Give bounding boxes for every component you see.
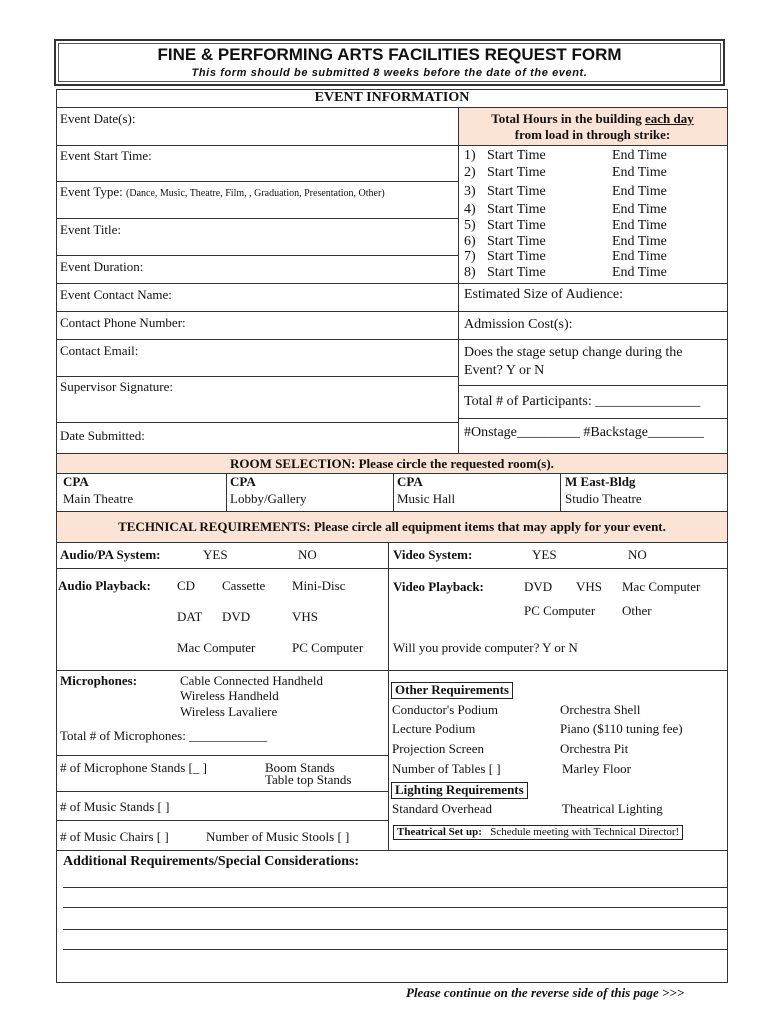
projection-screen[interactable]: Projection Screen — [392, 741, 485, 756]
room-building: M East-Bldg — [565, 474, 636, 489]
time-slot-end[interactable]: End Time — [612, 249, 667, 264]
audio-pc-computer[interactable]: PC Computer — [292, 640, 364, 655]
room-option[interactable]: Lobby/Gallery — [230, 491, 307, 506]
video-system-no[interactable]: NO — [628, 547, 647, 562]
marley-floor[interactable]: Marley Floor — [562, 761, 631, 776]
standard-overhead[interactable]: Standard Overhead — [392, 801, 492, 816]
orchestra-pit[interactable]: Orchestra Pit — [560, 741, 629, 756]
form-title: FINE & PERFORMING ARTS FACILITIES REQUEST FORM — [157, 45, 622, 64]
event-contact-name-label: Event Contact Name: — [60, 287, 172, 302]
audio-cassette[interactable]: Cassette — [222, 578, 266, 593]
conductors-podium[interactable]: Conductor's Podium — [392, 702, 498, 717]
room-option[interactable]: Studio Theatre — [565, 491, 642, 506]
mic-stands-label: # of Microphone Stands [_ ] — [60, 760, 207, 775]
audio-pa-label: Audio/PA System: — [60, 547, 161, 562]
audio-minidisc[interactable]: Mini-Disc — [292, 578, 346, 593]
room-selection-heading: ROOM SELECTION: Please circle the requested room(s). — [230, 456, 554, 471]
additional-line-3[interactable] — [63, 929, 727, 930]
time-slot-end[interactable]: End Time — [612, 184, 667, 199]
orchestra-shell[interactable]: Orchestra Shell — [560, 702, 641, 717]
time-slot-number: 7) — [464, 249, 476, 264]
total-participants-label: Total # of Participants: _______________ — [464, 394, 701, 409]
time-slot-end[interactable]: End Time — [612, 265, 667, 280]
time-slot-end[interactable]: End Time — [612, 234, 667, 249]
theatrical-setup-box — [393, 825, 683, 840]
theatrical-lighting[interactable]: Theatrical Lighting — [562, 801, 663, 816]
audio-playback-label: Audio Playback: — [58, 578, 151, 593]
additional-line-2[interactable] — [63, 907, 727, 908]
time-slot-start[interactable]: Start Time — [487, 234, 546, 249]
time-slot-end[interactable]: End Time — [612, 218, 667, 233]
room-option[interactable]: Main Theatre — [63, 491, 134, 506]
supervisor-signature-label: Supervisor Signature: — [60, 379, 174, 394]
mic-wireless-handheld[interactable]: Wireless Handheld — [180, 688, 279, 703]
room-building: CPA — [397, 474, 423, 489]
room-option[interactable]: Music Hall — [397, 491, 456, 506]
event-type-options: (Dance, Music, Theatre, Film, , Graduation, Presentation, Other) — [126, 188, 385, 199]
event-duration-label: Event Duration: — [60, 259, 144, 274]
music-stools-label: Number of Music Stools [ ] — [206, 829, 350, 844]
additional-requirements-heading: Additional Requirements/Special Considerations: — [63, 854, 360, 869]
time-slot-number: 2) — [464, 165, 476, 180]
video-vhs[interactable]: VHS — [576, 579, 603, 594]
onstage-backstage-label: #Onstage_________ #Backstage________ — [464, 425, 704, 440]
video-dvd[interactable]: DVD — [524, 579, 553, 594]
piano[interactable]: Piano ($110 tuning fee) — [560, 721, 683, 736]
lecture-podium[interactable]: Lecture Podium — [392, 721, 476, 736]
contact-email-label: Contact Email: — [60, 343, 139, 358]
video-system-label: Video System: — [393, 547, 473, 562]
admission-cost-label: Admission Cost(s): — [464, 317, 573, 332]
time-slot-end[interactable]: End Time — [612, 202, 667, 217]
audio-pa-no[interactable]: NO — [298, 547, 317, 562]
video-playback-label: Video Playback: — [393, 579, 484, 594]
event-title-label: Event Title: — [60, 222, 122, 237]
table-top-stands[interactable]: Table top Stands — [265, 772, 352, 787]
time-slot-start[interactable]: Start Time — [487, 249, 546, 264]
time-slot-start[interactable]: Start Time — [487, 184, 546, 199]
event-start-time-label: Event Start Time: — [60, 148, 152, 163]
audio-dvd[interactable]: DVD — [222, 609, 251, 624]
boom-stands[interactable]: Boom Stands — [265, 760, 335, 775]
time-slot-end[interactable]: End Time — [612, 165, 667, 180]
other-requirements-heading: Other Requirements — [391, 682, 513, 699]
total-hours-label: Total Hours in the building each day from load in through strike: — [491, 111, 694, 143]
audio-cd[interactable]: CD — [177, 578, 196, 593]
event-dates-label: Event Date(s): — [60, 111, 136, 126]
audio-mac-computer[interactable]: Mac Computer — [177, 640, 256, 655]
additional-line-4[interactable] — [63, 949, 727, 950]
provide-computer-question: Will you provide computer? Y or N — [393, 640, 578, 655]
time-slot-start[interactable]: Start Time — [487, 165, 546, 180]
theatrical-setup-label: Theatrical Set up: — [397, 826, 482, 838]
video-other[interactable]: Other — [622, 603, 652, 618]
mic-wireless-lavaliere[interactable]: Wireless Lavaliere — [180, 704, 278, 719]
video-mac-computer[interactable]: Mac Computer — [622, 579, 701, 594]
time-slot-number: 4) — [464, 202, 476, 217]
video-system-yes[interactable]: YES — [532, 547, 557, 562]
audio-dat[interactable]: DAT — [177, 609, 203, 624]
time-slot-start[interactable]: Start Time — [487, 202, 546, 217]
contact-phone-label: Contact Phone Number: — [60, 315, 186, 330]
time-slot-end[interactable]: End Time — [612, 148, 667, 163]
mic-cable-handheld[interactable]: Cable Connected Handheld — [180, 673, 323, 688]
technical-heading: TECHNICAL REQUIREMENTS: Please circle all equipment items that may apply for your event. — [118, 519, 666, 534]
theatrical-setup-note: Schedule meeting with Technical Director! — [490, 826, 680, 838]
stage-change-question: Does the stage setup change during the Event? Y or N — [464, 345, 683, 379]
total-microphones-label: Total # of Microphones: ____________ — [60, 728, 268, 743]
audience-size-label: Estimated Size of Audience: — [464, 287, 624, 302]
microphones-label: Microphones: — [60, 673, 138, 688]
room-building: CPA — [230, 474, 256, 489]
time-slot-number: 3) — [464, 184, 476, 199]
date-submitted-label: Date Submitted: — [60, 428, 145, 443]
event-info-heading: EVENT INFORMATION — [314, 90, 470, 105]
time-slot-start[interactable]: Start Time — [487, 218, 546, 233]
time-slot-number: 6) — [464, 234, 476, 249]
additional-line-1[interactable] — [63, 887, 727, 888]
music-chairs-label: # of Music Chairs [ ] — [60, 829, 169, 844]
continue-note: Please continue on the reverse side of this page >>> — [406, 985, 685, 1000]
form-subtitle: This form should be submitted 8 weeks before the date of the event. — [191, 67, 588, 79]
time-slot-number: 8) — [464, 265, 476, 280]
time-slot-number: 5) — [464, 218, 476, 233]
video-pc-computer[interactable]: PC Computer — [524, 603, 596, 618]
time-slot-start[interactable]: Start Time — [487, 148, 546, 163]
time-slot-start[interactable]: Start Time — [487, 265, 546, 280]
room-building: CPA — [63, 474, 89, 489]
time-slot-number: 1) — [464, 148, 476, 163]
audio-pa-yes[interactable]: YES — [203, 547, 228, 562]
number-of-tables[interactable]: Number of Tables [ ] — [392, 761, 501, 776]
event-type-label: Event Type: (Dance, Music, Theatre, Film, , Graduation, Presentation, Other) — [60, 184, 385, 199]
lighting-requirements-heading: Lighting Requirements — [391, 782, 528, 799]
audio-vhs[interactable]: VHS — [292, 609, 319, 624]
music-stands-label: # of Music Stands [ ] — [60, 799, 170, 814]
